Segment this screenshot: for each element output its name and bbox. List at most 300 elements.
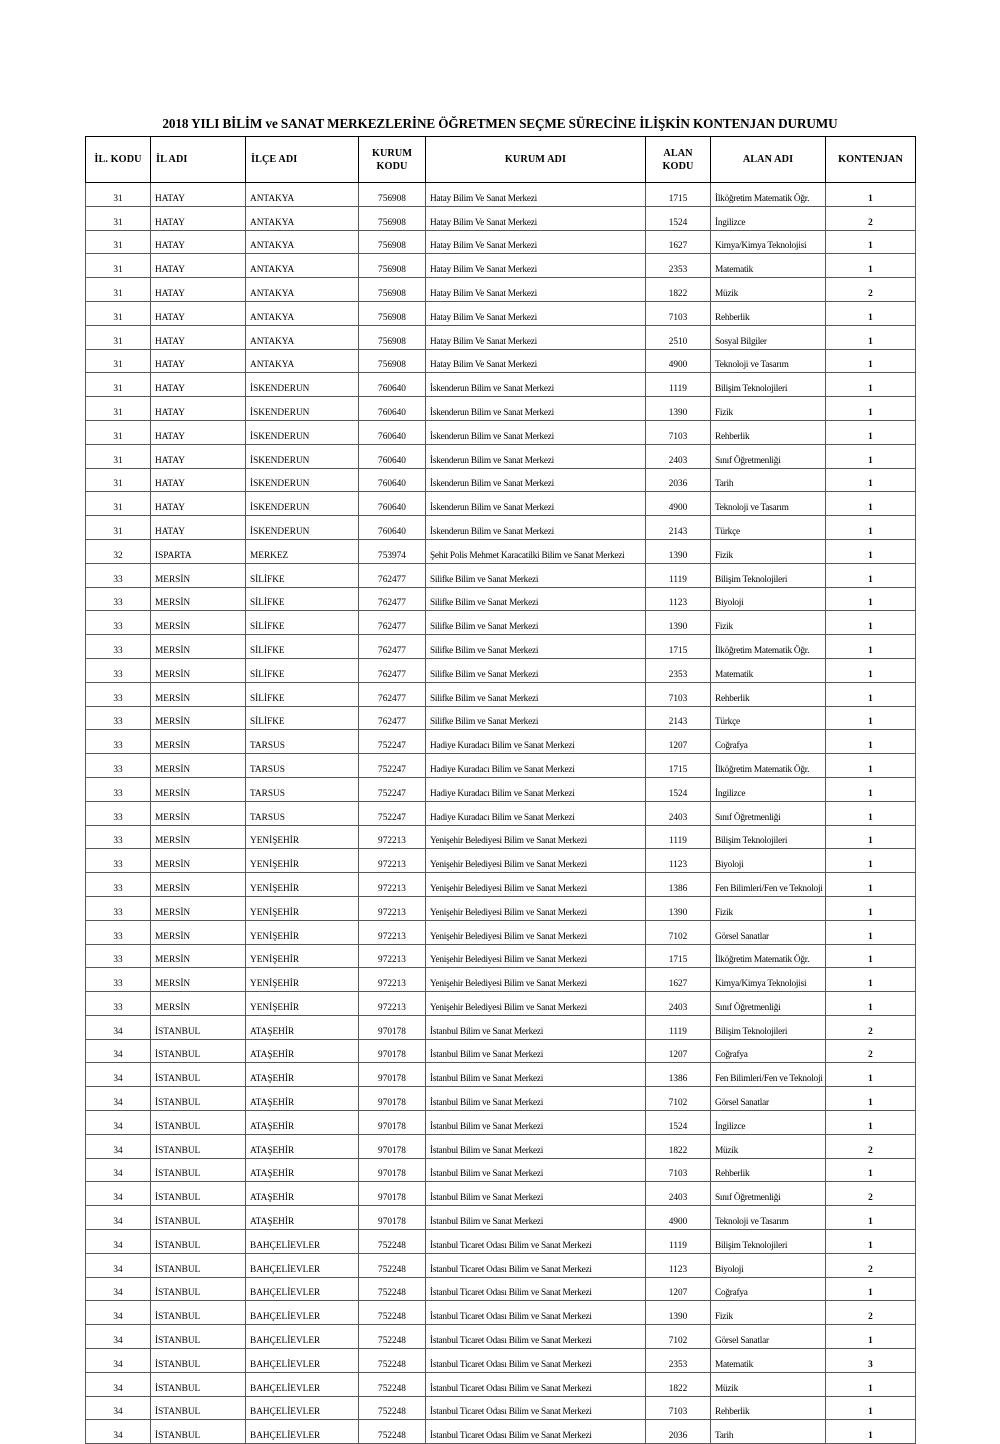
cell-il_adi: İSTANBUL [151, 1063, 246, 1087]
cell-il_kodu: 34 [86, 1087, 151, 1111]
table-row [86, 1301, 916, 1325]
cell-ilce_adi: ATAŞEHİR [246, 1134, 359, 1158]
cell-il_adi: MERSİN [151, 706, 246, 730]
cell-il_kodu: 34 [86, 1349, 151, 1373]
cell-kontenjan: 1 [826, 444, 916, 468]
cell-il_adi: HATAY [151, 373, 246, 397]
cell-kontenjan: 1 [826, 1087, 916, 1111]
cell-alan_kodu: 1822 [646, 278, 711, 302]
cell-kontenjan: 1 [826, 849, 916, 873]
cell-il_kodu: 34 [86, 1158, 151, 1182]
cell-ilce_adi: ATAŞEHİR [246, 1206, 359, 1230]
cell-il_adi: MERSİN [151, 658, 246, 682]
cell-alan_kodu: 1390 [646, 397, 711, 421]
cell-kurum_kodu: 970178 [359, 1158, 426, 1182]
cell-kurum_adi: Yenişehir Belediyesi Bilim ve Sanat Merkezi [426, 849, 646, 873]
cell-kurum_kodu: 972213 [359, 992, 426, 1016]
cell-kurum_kodu: 756908 [359, 183, 426, 207]
cell-kontenjan: 1 [826, 325, 916, 349]
cell-kontenjan: 1 [826, 420, 916, 444]
cell-kurum_adi: Hatay Bilim Ve Sanat Merkezi [426, 278, 646, 302]
cell-ilce_adi: İSKENDERUN [246, 420, 359, 444]
cell-il_adi: MERSİN [151, 825, 246, 849]
cell-kurum_kodu: 970178 [359, 1087, 426, 1111]
cell-ilce_adi: YENİŞEHİR [246, 896, 359, 920]
cell-kurum_kodu: 760640 [359, 444, 426, 468]
cell-kontenjan: 1 [826, 896, 916, 920]
cell-kontenjan: 2 [826, 1039, 916, 1063]
cell-alan_kodu: 1386 [646, 1063, 711, 1087]
cell-il_adi: İSTANBUL [151, 1158, 246, 1182]
cell-alan_adi: Rehberlik [711, 682, 826, 706]
cell-alan_adi: Teknoloji ve Tasarım [711, 349, 826, 373]
cell-kurum_kodu: 760640 [359, 492, 426, 516]
cell-ilce_adi: İSKENDERUN [246, 397, 359, 421]
cell-alan_kodu: 1715 [646, 754, 711, 778]
cell-kontenjan: 1 [826, 730, 916, 754]
cell-kurum_adi: Silifke Bilim ve Sanat Merkezi [426, 706, 646, 730]
column-header-ilce-adi: İLÇE ADI [246, 137, 359, 183]
cell-kurum_adi: Hatay Bilim Ve Sanat Merkezi [426, 206, 646, 230]
cell-kurum_kodu: 972213 [359, 920, 426, 944]
cell-kurum_kodu: 752248 [359, 1301, 426, 1325]
cell-ilce_adi: YENİŞEHİR [246, 992, 359, 1016]
cell-kurum_kodu: 752247 [359, 777, 426, 801]
table-row [86, 658, 916, 682]
table-row [86, 1087, 916, 1111]
cell-alan_adi: Kimya/Kimya Teknolojisi [711, 968, 826, 992]
cell-kurum_kodu: 756908 [359, 301, 426, 325]
cell-il_kodu: 34 [86, 1182, 151, 1206]
cell-kurum_kodu: 753974 [359, 539, 426, 563]
cell-alan_adi: Teknoloji ve Tasarım [711, 1206, 826, 1230]
cell-kurum_adi: Hatay Bilim Ve Sanat Merkezi [426, 254, 646, 278]
table-header-row [86, 137, 916, 183]
table-row [86, 873, 916, 897]
cell-alan_kodu: 4900 [646, 1206, 711, 1230]
cell-alan_adi: Sınıf Öğretmenliği [711, 444, 826, 468]
cell-kontenjan: 2 [826, 1301, 916, 1325]
cell-il_adi: MERSİN [151, 944, 246, 968]
cell-kontenjan: 1 [826, 587, 916, 611]
table-row [86, 896, 916, 920]
cell-kurum_adi: Yenişehir Belediyesi Bilim ve Sanat Merkezi [426, 896, 646, 920]
cell-ilce_adi: MERKEZ [246, 539, 359, 563]
cell-il_adi: HATAY [151, 301, 246, 325]
cell-kurum_kodu: 756908 [359, 349, 426, 373]
table-row [86, 1182, 916, 1206]
cell-il_adi: İSTANBUL [151, 1206, 246, 1230]
cell-kurum_kodu: 760640 [359, 420, 426, 444]
table-row [86, 301, 916, 325]
cell-kurum_adi: İskenderun Bilim ve Sanat Merkezi [426, 492, 646, 516]
cell-ilce_adi: ANTAKYA [246, 278, 359, 302]
kontenjan-table-wrapper [85, 136, 915, 1444]
cell-kontenjan: 1 [826, 1230, 916, 1254]
column-header-alan-kodu: ALAN KODU [646, 137, 711, 183]
cell-kurum_adi: İstanbul Ticaret Odası Bilim ve Sanat Merkezi [426, 1420, 646, 1444]
cell-kurum_adi: İskenderun Bilim ve Sanat Merkezi [426, 444, 646, 468]
cell-kurum_kodu: 756908 [359, 278, 426, 302]
cell-il_kodu: 31 [86, 325, 151, 349]
cell-kurum_adi: İstanbul Bilim ve Sanat Merkezi [426, 1206, 646, 1230]
cell-ilce_adi: SİLİFKE [246, 682, 359, 706]
cell-il_adi: HATAY [151, 325, 246, 349]
cell-kurum_kodu: 762477 [359, 587, 426, 611]
table-row [86, 1253, 916, 1277]
cell-ilce_adi: ANTAKYA [246, 325, 359, 349]
table-row [86, 373, 916, 397]
cell-kurum_adi: İstanbul Ticaret Odası Bilim ve Sanat Merkezi [426, 1325, 646, 1349]
cell-il_adi: HATAY [151, 183, 246, 207]
table-row [86, 1325, 916, 1349]
cell-il_adi: İSTANBUL [151, 1134, 246, 1158]
cell-alan_kodu: 1715 [646, 183, 711, 207]
cell-kurum_kodu: 762477 [359, 706, 426, 730]
cell-il_kodu: 31 [86, 516, 151, 540]
cell-kurum_adi: İstanbul Bilim ve Sanat Merkezi [426, 1111, 646, 1135]
cell-alan_kodu: 2403 [646, 444, 711, 468]
cell-ilce_adi: ATAŞEHİR [246, 1063, 359, 1087]
table-row [86, 777, 916, 801]
cell-kontenjan: 1 [826, 611, 916, 635]
cell-alan_kodu: 1123 [646, 849, 711, 873]
cell-il_adi: MERSİN [151, 682, 246, 706]
cell-il_kodu: 34 [86, 1396, 151, 1420]
cell-kontenjan: 2 [826, 278, 916, 302]
cell-ilce_adi: ATAŞEHİR [246, 1111, 359, 1135]
cell-alan_adi: Sınıf Öğretmenliği [711, 992, 826, 1016]
cell-kurum_adi: İstanbul Bilim ve Sanat Merkezi [426, 1063, 646, 1087]
cell-alan_adi: İngilizce [711, 206, 826, 230]
cell-il_adi: MERSİN [151, 896, 246, 920]
cell-kontenjan: 1 [826, 1277, 916, 1301]
cell-kurum_kodu: 752248 [359, 1372, 426, 1396]
cell-alan_kodu: 1207 [646, 1039, 711, 1063]
cell-il_kodu: 33 [86, 896, 151, 920]
cell-kurum_adi: Hadiye Kuradacı Bilim ve Sanat Merkezi [426, 730, 646, 754]
cell-kontenjan: 1 [826, 1396, 916, 1420]
cell-kurum_kodu: 970178 [359, 1111, 426, 1135]
cell-kontenjan: 1 [826, 492, 916, 516]
cell-ilce_adi: SİLİFKE [246, 635, 359, 659]
cell-kurum_kodu: 972213 [359, 968, 426, 992]
cell-alan_kodu: 1119 [646, 1015, 711, 1039]
cell-il_kodu: 31 [86, 301, 151, 325]
cell-kurum_kodu: 752247 [359, 730, 426, 754]
cell-kurum_adi: İstanbul Ticaret Odası Bilim ve Sanat Merkezi [426, 1301, 646, 1325]
table-row [86, 682, 916, 706]
cell-alan_kodu: 7102 [646, 920, 711, 944]
cell-kontenjan: 1 [826, 825, 916, 849]
cell-il_adi: MERSİN [151, 801, 246, 825]
table-row [86, 1134, 916, 1158]
cell-alan_adi: Biyoloji [711, 587, 826, 611]
cell-kontenjan: 2 [826, 1253, 916, 1277]
cell-alan_adi: Fizik [711, 397, 826, 421]
table-header [86, 137, 916, 183]
cell-kurum_adi: Silifke Bilim ve Sanat Merkezi [426, 682, 646, 706]
cell-kurum_kodu: 752247 [359, 754, 426, 778]
cell-ilce_adi: ATAŞEHİR [246, 1039, 359, 1063]
cell-alan_adi: Biyoloji [711, 1253, 826, 1277]
cell-il_adi: İSTANBUL [151, 1087, 246, 1111]
cell-alan_kodu: 1207 [646, 730, 711, 754]
table-row [86, 1158, 916, 1182]
cell-kurum_kodu: 762477 [359, 682, 426, 706]
cell-il_adi: HATAY [151, 420, 246, 444]
cell-ilce_adi: YENİŞEHİR [246, 920, 359, 944]
cell-alan_kodu: 1822 [646, 1372, 711, 1396]
cell-kontenjan: 1 [826, 635, 916, 659]
cell-il_kodu: 33 [86, 873, 151, 897]
cell-kurum_adi: Silifke Bilim ve Sanat Merkezi [426, 635, 646, 659]
cell-alan_adi: Fizik [711, 1301, 826, 1325]
cell-il_adi: İSTANBUL [151, 1182, 246, 1206]
cell-ilce_adi: YENİŞEHİR [246, 825, 359, 849]
cell-alan_kodu: 1119 [646, 563, 711, 587]
cell-alan_adi: Biyoloji [711, 849, 826, 873]
cell-kurum_adi: İstanbul Bilim ve Sanat Merkezi [426, 1158, 646, 1182]
cell-alan_adi: İlköğretim Matematik Öğr. [711, 944, 826, 968]
table-row [86, 587, 916, 611]
cell-alan_kodu: 2403 [646, 1182, 711, 1206]
table-row [86, 920, 916, 944]
cell-il_adi: HATAY [151, 516, 246, 540]
cell-alan_adi: Görsel Sanatlar [711, 1087, 826, 1111]
cell-alan_kodu: 1627 [646, 230, 711, 254]
cell-ilce_adi: YENİŞEHİR [246, 849, 359, 873]
cell-kurum_adi: İskenderun Bilim ve Sanat Merkezi [426, 468, 646, 492]
cell-ilce_adi: ANTAKYA [246, 349, 359, 373]
cell-il_adi: İSTANBUL [151, 1015, 246, 1039]
cell-alan_kodu: 7102 [646, 1087, 711, 1111]
cell-kontenjan: 1 [826, 706, 916, 730]
cell-alan_adi: Fizik [711, 539, 826, 563]
cell-il_kodu: 34 [86, 1301, 151, 1325]
table-row [86, 1277, 916, 1301]
cell-alan_kodu: 2143 [646, 706, 711, 730]
cell-kurum_adi: İskenderun Bilim ve Sanat Merkezi [426, 397, 646, 421]
cell-il_adi: HATAY [151, 254, 246, 278]
cell-alan_adi: Matematik [711, 254, 826, 278]
cell-kontenjan: 1 [826, 468, 916, 492]
cell-alan_kodu: 4900 [646, 349, 711, 373]
cell-ilce_adi: BAHÇELİEVLER [246, 1349, 359, 1373]
cell-il_adi: İSTANBUL [151, 1396, 246, 1420]
cell-kontenjan: 1 [826, 563, 916, 587]
cell-alan_kodu: 2353 [646, 1349, 711, 1373]
cell-alan_adi: İlköğretim Matematik Öğr. [711, 183, 826, 207]
cell-ilce_adi: BAHÇELİEVLER [246, 1396, 359, 1420]
cell-kurum_kodu: 760640 [359, 468, 426, 492]
cell-il_adi: MERSİN [151, 968, 246, 992]
cell-kurum_kodu: 762477 [359, 611, 426, 635]
cell-kontenjan: 2 [826, 1134, 916, 1158]
cell-ilce_adi: ATAŞEHİR [246, 1015, 359, 1039]
cell-kontenjan: 1 [826, 658, 916, 682]
cell-kurum_adi: Yenişehir Belediyesi Bilim ve Sanat Merkezi [426, 920, 646, 944]
cell-il_kodu: 33 [86, 920, 151, 944]
cell-alan_kodu: 7103 [646, 1396, 711, 1420]
cell-kurum_kodu: 970178 [359, 1039, 426, 1063]
cell-kurum_adi: İstanbul Ticaret Odası Bilim ve Sanat Merkezi [426, 1396, 646, 1420]
cell-kurum_kodu: 752248 [359, 1230, 426, 1254]
cell-il_adi: İSTANBUL [151, 1301, 246, 1325]
cell-il_adi: İSTANBUL [151, 1277, 246, 1301]
cell-il_kodu: 33 [86, 777, 151, 801]
cell-alan_kodu: 2353 [646, 254, 711, 278]
cell-kontenjan: 1 [826, 1372, 916, 1396]
cell-alan_adi: Matematik [711, 1349, 826, 1373]
cell-alan_adi: Rehberlik [711, 420, 826, 444]
cell-il_kodu: 34 [86, 1325, 151, 1349]
cell-ilce_adi: SİLİFKE [246, 658, 359, 682]
cell-ilce_adi: SİLİFKE [246, 587, 359, 611]
cell-alan_kodu: 1207 [646, 1277, 711, 1301]
cell-alan_kodu: 4900 [646, 492, 711, 516]
cell-alan_adi: Bilişim Teknolojileri [711, 373, 826, 397]
cell-il_kodu: 33 [86, 658, 151, 682]
cell-alan_kodu: 7102 [646, 1325, 711, 1349]
cell-kurum_kodu: 752248 [359, 1349, 426, 1373]
table-row [86, 635, 916, 659]
table-row [86, 706, 916, 730]
cell-il_adi: İSTANBUL [151, 1349, 246, 1373]
cell-alan_kodu: 2353 [646, 658, 711, 682]
cell-ilce_adi: TARSUS [246, 754, 359, 778]
table-row [86, 1015, 916, 1039]
cell-kontenjan: 1 [826, 1420, 916, 1444]
cell-il_adi: HATAY [151, 278, 246, 302]
cell-kurum_adi: İstanbul Ticaret Odası Bilim ve Sanat Merkezi [426, 1277, 646, 1301]
cell-alan_adi: Kimya/Kimya Teknolojisi [711, 230, 826, 254]
cell-kurum_kodu: 762477 [359, 563, 426, 587]
cell-il_kodu: 34 [86, 1134, 151, 1158]
cell-alan_kodu: 1627 [646, 968, 711, 992]
cell-il_adi: İSTANBUL [151, 1420, 246, 1444]
table-row [86, 1111, 916, 1135]
cell-kurum_adi: Hadiye Kuradacı Bilim ve Sanat Merkezi [426, 801, 646, 825]
cell-alan_adi: Fen Bilimleri/Fen ve Teknoloji [711, 1063, 826, 1087]
cell-kurum_adi: Hatay Bilim Ve Sanat Merkezi [426, 325, 646, 349]
cell-ilce_adi: ANTAKYA [246, 301, 359, 325]
cell-il_kodu: 31 [86, 492, 151, 516]
cell-kurum_adi: İskenderun Bilim ve Sanat Merkezi [426, 516, 646, 540]
column-header-kurum-kodu: KURUM KODU [359, 137, 426, 183]
cell-il_kodu: 33 [86, 635, 151, 659]
cell-alan_adi: Görsel Sanatlar [711, 920, 826, 944]
cell-il_adi: MERSİN [151, 873, 246, 897]
cell-alan_kodu: 1123 [646, 1253, 711, 1277]
table-row [86, 468, 916, 492]
cell-il_kodu: 33 [86, 754, 151, 778]
table-row [86, 754, 916, 778]
cell-kurum_kodu: 972213 [359, 825, 426, 849]
cell-kontenjan: 1 [826, 920, 916, 944]
cell-alan_adi: Coğrafya [711, 1277, 826, 1301]
cell-alan_kodu: 1524 [646, 777, 711, 801]
cell-ilce_adi: BAHÇELİEVLER [246, 1420, 359, 1444]
cell-il_kodu: 31 [86, 468, 151, 492]
cell-kurum_adi: Şehit Polis Mehmet Karacatilki Bilim ve Sanat Merkezi [426, 539, 646, 563]
cell-il_kodu: 33 [86, 849, 151, 873]
cell-il_kodu: 34 [86, 1039, 151, 1063]
table-row [86, 849, 916, 873]
cell-alan_kodu: 7103 [646, 420, 711, 444]
cell-kurum_kodu: 972213 [359, 849, 426, 873]
table-row [86, 1396, 916, 1420]
cell-ilce_adi: BAHÇELİEVLER [246, 1253, 359, 1277]
cell-kontenjan: 1 [826, 777, 916, 801]
cell-kurum_adi: İstanbul Ticaret Odası Bilim ve Sanat Merkezi [426, 1253, 646, 1277]
cell-alan_kodu: 1119 [646, 1230, 711, 1254]
cell-il_adi: İSTANBUL [151, 1039, 246, 1063]
cell-il_kodu: 33 [86, 587, 151, 611]
cell-il_kodu: 33 [86, 825, 151, 849]
cell-il_kodu: 33 [86, 563, 151, 587]
cell-alan_adi: Teknoloji ve Tasarım [711, 492, 826, 516]
cell-il_adi: MERSİN [151, 635, 246, 659]
cell-ilce_adi: TARSUS [246, 801, 359, 825]
cell-kontenjan: 1 [826, 373, 916, 397]
cell-kurum_kodu: 756908 [359, 254, 426, 278]
cell-kurum_kodu: 752248 [359, 1253, 426, 1277]
table-row [86, 230, 916, 254]
cell-kurum_kodu: 970178 [359, 1063, 426, 1087]
cell-kurum_adi: Hatay Bilim Ve Sanat Merkezi [426, 230, 646, 254]
cell-il_kodu: 31 [86, 230, 151, 254]
cell-alan_adi: İlköğretim Matematik Öğr. [711, 635, 826, 659]
cell-alan_adi: Bilişim Teknolojileri [711, 825, 826, 849]
cell-alan_adi: Müzik [711, 278, 826, 302]
cell-il_kodu: 34 [86, 1230, 151, 1254]
cell-il_adi: MERSİN [151, 777, 246, 801]
cell-kontenjan: 1 [826, 1158, 916, 1182]
table-row [86, 278, 916, 302]
cell-il_kodu: 34 [86, 1111, 151, 1135]
cell-il_adi: HATAY [151, 468, 246, 492]
cell-il_adi: İSTANBUL [151, 1372, 246, 1396]
cell-alan_kodu: 2036 [646, 1420, 711, 1444]
table-row [86, 801, 916, 825]
cell-ilce_adi: ANTAKYA [246, 206, 359, 230]
cell-il_kodu: 34 [86, 1277, 151, 1301]
cell-alan_adi: Fen Bilimleri/Fen ve Teknoloji [711, 873, 826, 897]
cell-kurum_adi: İstanbul Bilim ve Sanat Merkezi [426, 1039, 646, 1063]
table-row [86, 183, 916, 207]
cell-alan_adi: Sosyal Bilgiler [711, 325, 826, 349]
cell-kontenjan: 1 [826, 968, 916, 992]
cell-il_adi: HATAY [151, 206, 246, 230]
cell-ilce_adi: YENİŞEHİR [246, 944, 359, 968]
cell-il_kodu: 34 [86, 1420, 151, 1444]
table-row [86, 730, 916, 754]
cell-kurum_adi: Hatay Bilim Ve Sanat Merkezi [426, 183, 646, 207]
cell-kontenjan: 1 [826, 301, 916, 325]
cell-il_kodu: 34 [86, 1063, 151, 1087]
cell-kurum_adi: Hatay Bilim Ve Sanat Merkezi [426, 301, 646, 325]
cell-alan_kodu: 2403 [646, 801, 711, 825]
cell-ilce_adi: İSKENDERUN [246, 373, 359, 397]
cell-kurum_kodu: 756908 [359, 206, 426, 230]
cell-il_kodu: 33 [86, 682, 151, 706]
cell-ilce_adi: YENİŞEHİR [246, 873, 359, 897]
cell-alan_kodu: 1715 [646, 944, 711, 968]
cell-kurum_adi: İskenderun Bilim ve Sanat Merkezi [426, 373, 646, 397]
table-row [86, 1039, 916, 1063]
cell-il_kodu: 31 [86, 420, 151, 444]
